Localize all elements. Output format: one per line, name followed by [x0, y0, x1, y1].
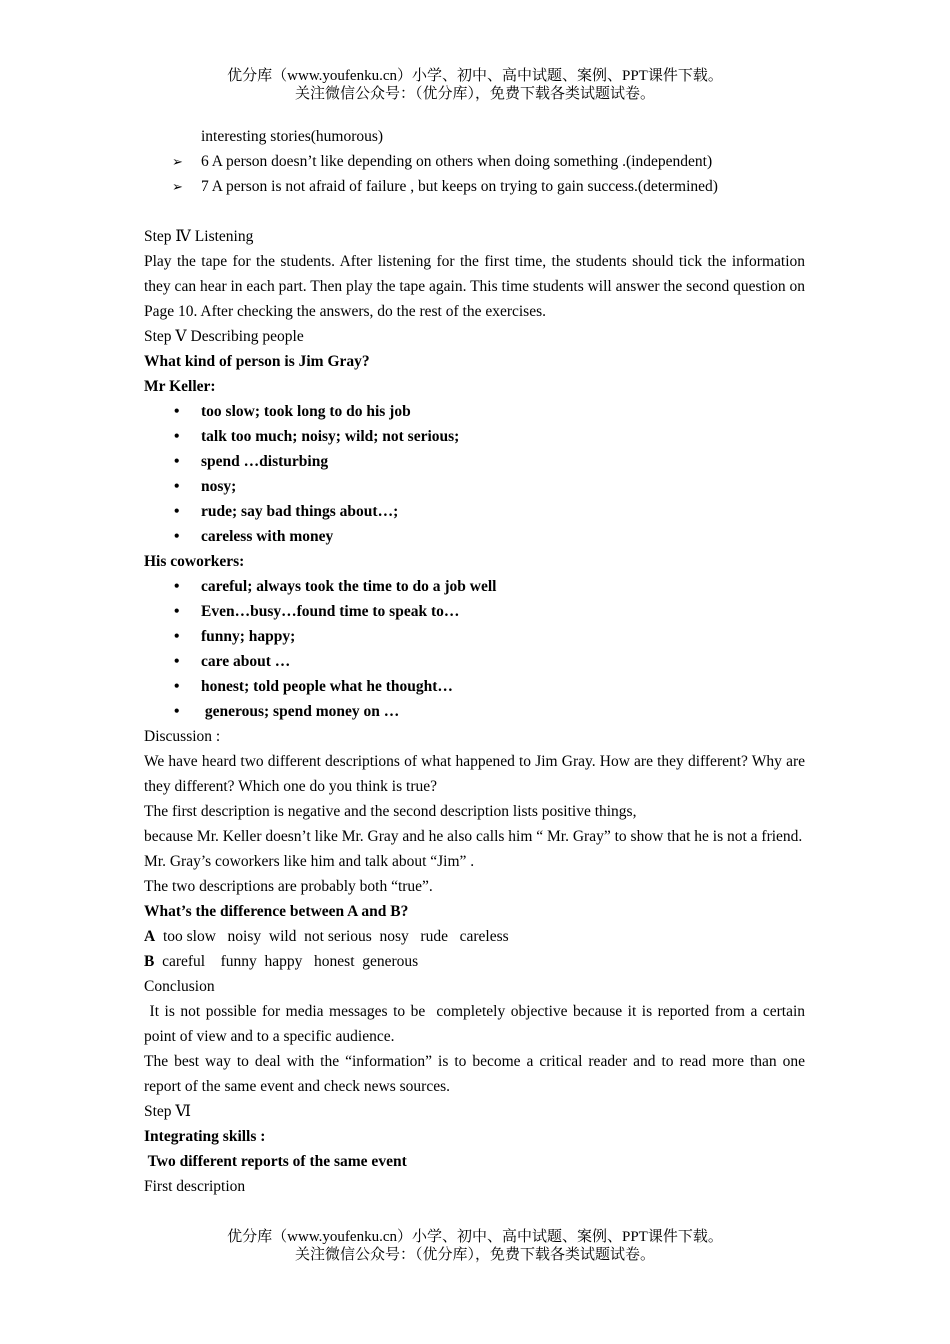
dot-bullet-icon: • — [174, 703, 180, 720]
dot-bullet-icon: • — [174, 428, 180, 445]
header-line-1: 优分库（www.youfenku.cn）小学、初中、高中试题、案例、PPT课件下载。 — [227, 68, 723, 84]
footer-line-1: 优分库（www.youfenku.cn）小学、初中、高中试题、案例、PPT课件下载。 — [227, 1229, 723, 1245]
row-b-label: B — [144, 953, 155, 970]
intro-item-text: 7 A person is not afraid of failure , but keeps on trying to gain success.(determined) — [201, 178, 718, 195]
step4-title: Step Ⅳ Listening — [144, 228, 254, 245]
coworker-item-text: funny; happy; — [201, 628, 296, 645]
dot-bullet-icon: • — [174, 453, 180, 470]
discussion-line-5: The two descriptions are probably both “true”. — [144, 878, 433, 895]
coworker-item — [144, 599, 805, 624]
coworker-item-text: honest; told people what he thought… — [201, 678, 453, 695]
dot-bullet-icon: • — [174, 478, 180, 495]
coworker-item — [144, 674, 805, 699]
discussion-paragraph-1: We have heard two different descriptions of what happened to Jim Gray. How are they different? Why are they different? Which one do you think is true? — [144, 753, 805, 795]
first-description-label: First description — [144, 1178, 246, 1195]
dot-bullet-icon: • — [174, 528, 180, 545]
discussion-line-2: The first description is negative and the second description lists positive things, — [144, 803, 637, 820]
coworker-item-text: care about … — [201, 653, 291, 670]
keller-item — [144, 524, 805, 549]
discussion-paragraph-3: because Mr. Keller doesn’t like Mr. Gray and he also calls him “ Mr. Gray” to show that he is not a friend. — [144, 828, 803, 845]
discussion-label: Discussion : — [144, 728, 221, 745]
coworker-item-text: Even…busy…found time to speak to… — [201, 603, 460, 620]
spacer — [144, 199, 805, 224]
dot-bullet-icon: • — [174, 653, 180, 670]
row-b — [144, 949, 805, 974]
step5-title: Step Ⅴ Describing people — [144, 328, 304, 345]
intro-item-text: 6 A person doesn’t like depending on others when doing something .(independent) — [201, 153, 713, 170]
keller-label: Mr Keller: — [144, 378, 216, 395]
dot-bullet-icon: • — [174, 578, 180, 595]
step6-subtitle: Integrating skills : — [144, 1128, 266, 1145]
dot-bullet-icon: • — [174, 628, 180, 645]
intro-item-6 — [144, 149, 805, 174]
document-body — [144, 124, 809, 1199]
keller-item — [144, 474, 805, 499]
step6-title: Step Ⅵ — [144, 1103, 192, 1120]
coworker-item — [144, 699, 805, 724]
row-a — [144, 924, 805, 949]
step4-paragraph: Play the tape for the students. After listening for the first time, the students should tick the information they can hear in each part. Then play the tape again. This time students will answer the second question on Page 10. After checking the answers, do the rest of the exercises. — [144, 253, 805, 320]
dot-bullet-icon: • — [174, 403, 180, 420]
row-a-label: A — [144, 928, 156, 945]
keller-item — [144, 424, 805, 449]
header-line-2: 关注微信公众号：（优分库），免费下载各类试题试卷。 — [294, 86, 655, 102]
keller-item-text: nosy; — [201, 478, 237, 495]
keller-item-text: careless with money — [201, 528, 334, 545]
conclusion-paragraph-1: It is not possible for media messages to be completely objective because it is reported from a certain point of view and to a specific audience. — [144, 1003, 809, 1045]
page-header — [0, 67, 950, 103]
row-a-text: too slow noisy wild not serious nosy rude careless — [162, 928, 509, 945]
dot-bullet-icon: • — [174, 678, 180, 695]
coworkers-label: His coworkers: — [144, 553, 245, 570]
conclusion-paragraph-2: The best way to deal with the “information” is to become a critical reader and to read more than one report of the same event and check news sources. — [144, 1053, 805, 1095]
arrow-bullet-icon: ➢ — [172, 154, 183, 169]
step5-question: What kind of person is Jim Gray? — [144, 353, 370, 370]
keller-item-text: rude; say bad things about…; — [201, 503, 399, 520]
keller-item — [144, 399, 805, 424]
keller-item — [144, 449, 805, 474]
arrow-bullet-icon: ➢ — [172, 179, 183, 194]
keller-item-text: too slow; took long to do his job — [201, 403, 411, 420]
coworker-item — [144, 574, 805, 599]
keller-item — [144, 499, 805, 524]
page-footer — [0, 1228, 950, 1264]
row-b-text: careful funny happy honest generous — [162, 953, 419, 970]
step6-heading: Two different reports of the same event — [144, 1153, 407, 1170]
coworker-item-text: generous; spend money on … — [201, 703, 400, 720]
difference-question: What’s the difference between A and B? — [144, 903, 409, 920]
intro-continuation: interesting stories(humorous) — [201, 128, 384, 145]
keller-item-text: spend …disturbing — [201, 453, 329, 470]
coworker-item — [144, 649, 805, 674]
keller-item-text: talk too much; noisy; wild; not serious; — [201, 428, 460, 445]
conclusion-label: Conclusion — [144, 978, 215, 995]
coworker-item — [144, 624, 805, 649]
footer-line-2: 关注微信公众号：（优分库），免费下载各类试题试卷。 — [294, 1247, 655, 1263]
intro-item-7 — [144, 174, 805, 199]
dot-bullet-icon: • — [174, 603, 180, 620]
dot-bullet-icon: • — [174, 503, 180, 520]
discussion-line-4: Mr. Gray’s coworkers like him and talk about “Jim” . — [144, 853, 475, 870]
coworker-item-text: careful; always took the time to do a job well — [201, 578, 497, 595]
